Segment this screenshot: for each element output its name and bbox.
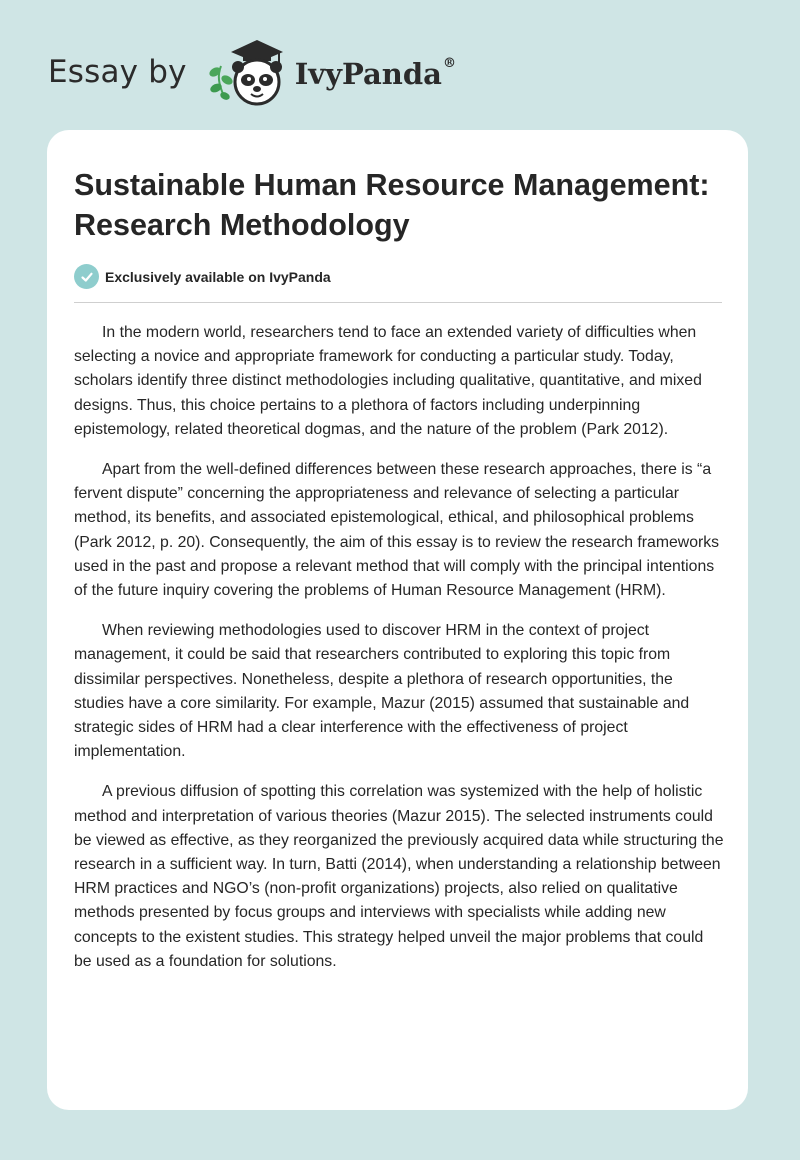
ivypanda-logo-link[interactable]: [201, 36, 456, 108]
page-title: Sustainable Human Resource Management: Research Methodology: [74, 168, 710, 242]
site-header: [48, 36, 456, 108]
paragraph: Apart from the well-defined differences between these research approaches, there is “a fervent dispute” concerning the appropriateness and relevance of selecting a particular method, its benefits, and associated epistemological, ethical, and philosophical problems (Park 2012, p. 20). Consequently, the aim of this essay is to review the research frameworks used in the past and propose a relevant method that will comply with the principal intentions of the future inquiry covering the problems of Human Resource Management (HRM).: [74, 461, 720, 600]
check-svg: [80, 270, 94, 284]
ivy-leaf-icon: [208, 66, 234, 102]
registered-mark: ®: [442, 56, 456, 72]
essay-body: [74, 321, 724, 990]
paragraph: When reviewing methodologies used to discover HRM in the context of project management, it could be said that researchers contributed to exploring this topic from dissimilar perspectives. Nonetheless, despite a plethora of research opportunities, the studies have a core similarity. For example, Mazur (2015) assumed that sustainable and strategic sides of HRM had a clear interference with the effectiveness of project implementation.: [74, 622, 690, 761]
brand-text: IvyPanda: [294, 57, 442, 91]
essay-card: [47, 130, 748, 1110]
paragraph: A previous diffusion of spotting this correlation was systemized with the help of holistic method and interpretation of various theories (Mazur 2015). The selected instruments could be viewed as effective, as they reorganized the previously acquired data while structuring the research in a sufficient way. In turn, Batti (2014), when understanding a relationship between HRM practices and NGO’s (non-profit organizations) projects, also relied on qualitative methods presented by focus groups and interviews with specialists while adding new concepts to the existent studies. This strategy helped unveil the major problems that could be used as a foundation for solutions.: [74, 783, 724, 970]
exclusive-badge-label: Exclusively available on IvyPanda: [105, 268, 331, 285]
exclusive-badge: [74, 264, 331, 289]
brand-name: [295, 57, 456, 91]
panda-graduate-svg: [201, 36, 291, 108]
essay-by-label: Essay by: [48, 54, 187, 90]
panda-graduate-icon: [201, 36, 291, 108]
check-icon: [74, 264, 99, 289]
paragraph: In the modern world, researchers tend to face an extended variety of difficulties when selecting a novice and appropriate framework for conducting a particular study. Today, scholars identify three distinct methodologies including qualitative, quantitative, and mixed designs. Thus, this choice pertains to a plethora of factors including underpinning epistemology, related theoretical dogmas, and the nature of the problem (Park 2012).: [74, 324, 702, 438]
divider: [74, 302, 722, 303]
